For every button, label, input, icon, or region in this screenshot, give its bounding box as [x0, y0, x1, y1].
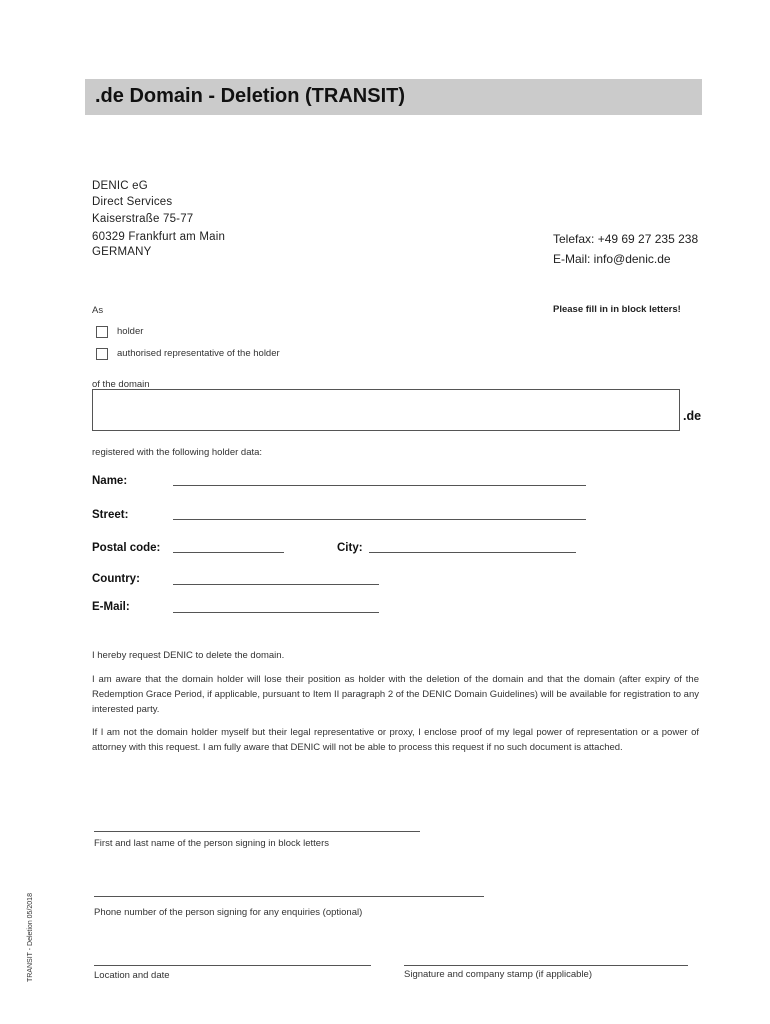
domain-suffix: .de: [683, 409, 702, 423]
street-label: Street:: [92, 509, 129, 521]
recipient-street: Kaiserstraße 75-77: [92, 213, 194, 225]
name-label: Name:: [92, 475, 128, 487]
email-field[interactable]: [173, 612, 379, 613]
phone-field[interactable]: [94, 896, 484, 897]
location-date-caption: Location and date: [94, 970, 170, 981]
holder-option-label: holder: [117, 326, 144, 337]
name-field[interactable]: [173, 485, 586, 486]
city-field[interactable]: [369, 552, 576, 553]
domain-input[interactable]: [92, 389, 680, 431]
block-letters-note: Please fill in in block letters!: [553, 304, 681, 315]
phone-caption: Phone number of the person signing for any enquiries (optional): [94, 907, 363, 918]
country-label: Country:: [92, 573, 140, 585]
as-label: As: [92, 305, 104, 316]
signer-name-field[interactable]: [94, 831, 420, 832]
postal-code-field[interactable]: [173, 552, 284, 553]
location-date-field[interactable]: [94, 965, 371, 966]
recipient-company: DENIC eG: [92, 180, 148, 192]
holder-checkbox[interactable]: [96, 326, 108, 338]
contact-email: E-Mail: info@denic.de: [553, 252, 671, 266]
representative-option-label: authorised representative of the holder: [117, 348, 280, 359]
form-version-label: TRANSIT - Deletion 05/2018: [27, 893, 34, 982]
country-field[interactable]: [173, 584, 379, 585]
domain-label: of the domain: [92, 379, 150, 390]
request-paragraph: I hereby request DENIC to delete the domain.: [92, 650, 285, 661]
postal-code-label: Postal code:: [92, 542, 161, 554]
page-title: .de Domain - Deletion (TRANSIT): [95, 85, 405, 107]
street-field[interactable]: [173, 519, 586, 520]
signature-caption: Signature and company stamp (if applicable): [404, 969, 592, 980]
representation-paragraph: If I am not the domain holder myself but their legal representative or proxy, I enclose proof of my legal power of representation or a power of attorney with this request. I am fully aware that DENIC will not be able to process this request if no such document is attached.: [92, 727, 699, 753]
awareness-paragraph: I am aware that the domain holder will lose their position as holder with the deletion of the domain and that the domain (after expiry of the Redemption Grace Period, if applicable, pursuant to Item II paragraph 2 of the DENIC Domain Guidelines) will be available for registration to any interested party.: [92, 674, 699, 715]
holder-data-label: registered with the following holder data:: [92, 447, 263, 458]
recipient-city: 60329 Frankfurt am Main: [92, 231, 226, 243]
recipient-country: GERMANY: [92, 246, 152, 258]
city-label: City:: [337, 542, 363, 554]
title-bar: [85, 79, 702, 115]
signature-field[interactable]: [404, 965, 688, 966]
signer-name-caption: First and last name of the person signing in block letters: [94, 838, 329, 849]
email-label: E-Mail:: [92, 601, 130, 613]
contact-fax: Telefax: +49 69 27 235 238: [553, 232, 699, 246]
representative-checkbox[interactable]: [96, 348, 108, 360]
recipient-department: Direct Services: [92, 196, 173, 208]
